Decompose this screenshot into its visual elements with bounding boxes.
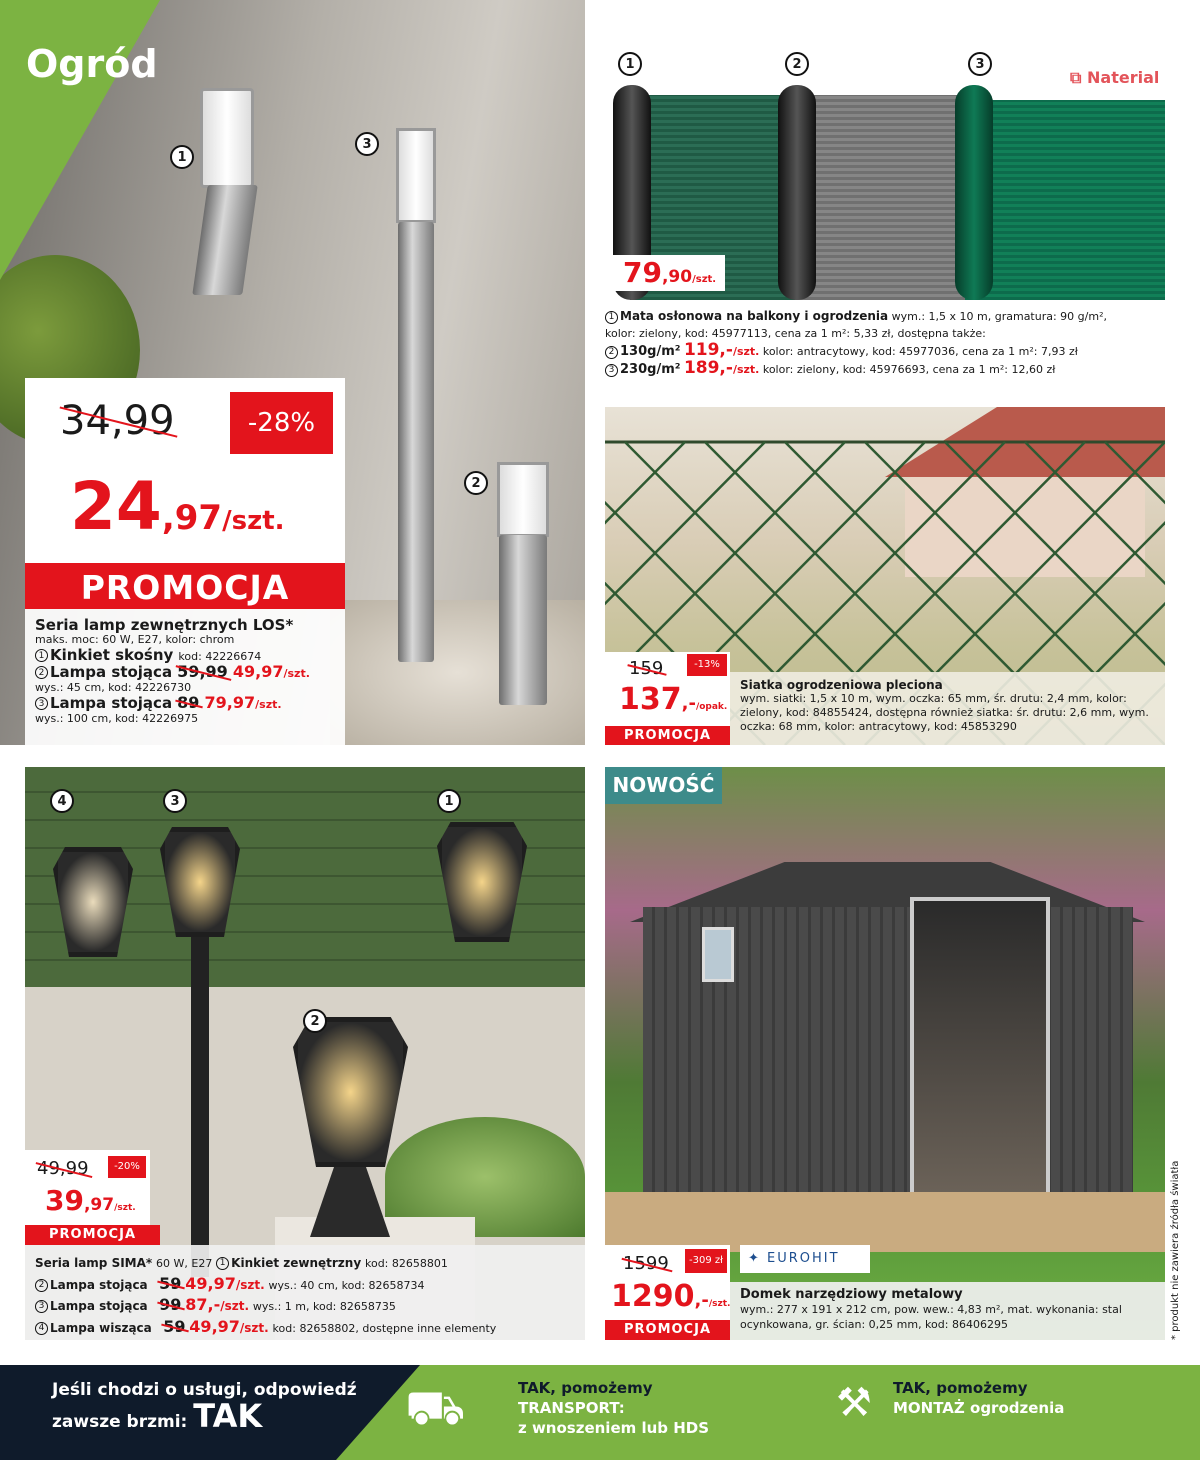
los-lamps-panel xyxy=(0,0,585,745)
promo-label: PROMOCJA xyxy=(605,726,730,745)
mata-grey xyxy=(795,95,970,300)
mata-green-2 xyxy=(965,100,1165,300)
marker-3: 3 xyxy=(355,132,379,156)
discount-badge: -20% xyxy=(108,1156,146,1178)
promo-label: PROMOCJA xyxy=(605,1320,730,1340)
item-3: 3 Lampa stojąca 99 87,-/szt. wys.: 1 m, kod: 82658735 xyxy=(35,1295,575,1317)
naterial-logo: ⧉ Naterial xyxy=(1070,68,1160,87)
item-4: 4 Lampa wisząca 59 49,97/szt. kod: 82658802, dostępne inne elementy xyxy=(35,1317,575,1339)
marker-3: 3 xyxy=(968,52,992,76)
promo-label: PROMOCJA xyxy=(25,563,345,609)
services-footer: Jeśli chodzi o usługi, odpowiedź zawsze brzmi: TAK ⛟ TAK, pomożemy TRANSPORT: z wnoszeniem lub HDS ⚒ TAK, pomożemy MONTAŻ ogrodzenia xyxy=(0,1365,1200,1460)
old-price: 159 xyxy=(629,658,664,679)
siatka-panel xyxy=(605,407,1165,745)
sima-price-box: 49,99 -20% 39,97/szt. xyxy=(25,1150,150,1225)
old-price: 49,99 xyxy=(37,1158,89,1179)
hammer-hand-icon: ⚒ xyxy=(836,1380,872,1426)
price-cents: ,97 xyxy=(161,498,223,538)
old-price: 1599 xyxy=(623,1253,669,1274)
roll-2 xyxy=(778,85,816,300)
domek-panel xyxy=(605,767,1165,1340)
deck xyxy=(605,1192,1165,1252)
sima-description: Seria lamp SIMA* 60 W, E27 1 Kinkiet zewnętrzny kod: 82658801 2 Lampa stojąca 59 49,97/szt. wys.: 40 cm, kod: 82658734 3 Lampa stojąca 99 87,-/szt. wys.: 1 m, kod: 82658735 4 Lampa wisząca 59 49,97/szt. kod: 82658802, dostępne inne elementy xyxy=(25,1245,585,1340)
discount-badge: -309 zł xyxy=(685,1249,727,1273)
promo-label: PROMOCJA xyxy=(25,1225,160,1245)
discount-badge: -28% xyxy=(230,392,333,454)
price xyxy=(70,468,285,545)
marker-1: 1 xyxy=(170,145,194,169)
short-lantern-base xyxy=(310,1167,390,1237)
tall-lamp-body xyxy=(398,222,434,662)
marker-2: 2 xyxy=(785,52,809,76)
truck-icon: ⛟ xyxy=(405,1380,466,1436)
wall-lamp-head xyxy=(200,88,254,188)
section-title: Ogród xyxy=(26,42,158,86)
siatka-description: Siatka ogrodzeniowa pleciona wym. siatki: 1,5 x 10 m, wym. oczka: 65 mm, śr. drutu: 2,4 mm, kolor: zielony, kod: 84855424, dostępna również siatka: śr. drutu: 2,6 mm, wym. oczka: 68 mm, kolor: antracytowy, kod: 45853290 xyxy=(730,672,1165,745)
roll-3 xyxy=(955,85,993,300)
item-2-extra: wys.: 45 cm, kod: 42226730 xyxy=(35,681,192,694)
marker-2: 2 xyxy=(303,1009,327,1033)
marker-1: 1 xyxy=(618,52,642,76)
product-spec: maks. moc: 60 W, E27, kolor: chrom xyxy=(35,633,235,646)
mata-panel xyxy=(605,0,1165,300)
item-2: 2 Lampa stojąca 59 49,97/szt. wys.: 40 cm, kod: 82658734 xyxy=(35,1274,575,1296)
mata-description: 1 Mata osłonowa na balkony i ogrodzenia wym.: 1,5 x 10 m, gramatura: 90 g/m², kolor: zielony, kod: 45977113, cena za 1 m²: 5,33 zł, dostępna także: 2 130g/m² 119,-/szt. kolor: antracytowy, kod: 45977036, cena za 1 m²: 7,93 zł 3 230g/m² 189,-/szt. kolor: zielony, kod: 45976693, cena za 1 m²: 12,60 zł xyxy=(605,308,1165,378)
domek-description: Domek narzędziowy metalowy wym.: 277 x 191 x 212 cm, pow. wew.: 4,83 m², mat. wykonania: stal ocynkowana, gr. ścian: 0,25 mm, kod: 86406295 xyxy=(730,1282,1165,1340)
item-2: 2 Lampa stojąca 59,99 49,97/szt. xyxy=(35,664,335,681)
item-3-extra: wys.: 100 cm, kod: 42226975 xyxy=(35,712,199,725)
light-source-note: * produkt nie zawiera źródła światła xyxy=(1170,1160,1181,1340)
short-lantern xyxy=(293,1017,408,1167)
eurohit-logo: ✦ EUROHIT xyxy=(740,1245,870,1273)
marker-2: 2 xyxy=(464,471,488,495)
variant-3: 3 230g/m² 189,-/szt. kolor: zielony, kod: 45976693, cena za 1 m²: 12,60 zł xyxy=(605,360,1165,378)
domek-price-box: 1599 -309 zł 1290,-/szt. xyxy=(605,1245,730,1320)
siatka-price-box: 159 -13% 137,-/opak. xyxy=(605,652,730,726)
variant-2: 2 130g/m² 119,-/szt. kolor: antracytowy, kod: 45977036, cena za 1 m²: 7,93 zł xyxy=(605,342,1165,360)
short-lamp-head xyxy=(497,462,549,537)
marker-3: 3 xyxy=(163,789,187,813)
los-description xyxy=(25,609,345,745)
product-title: Seria lamp zewnętrznych LOS* xyxy=(35,616,294,634)
tall-lamp-head xyxy=(396,128,436,223)
old-price: 34,99 xyxy=(60,398,175,444)
post xyxy=(191,937,209,1277)
price-unit: /szt. xyxy=(222,506,285,536)
item-1: 1 Kinkiet skośny kod: 42226674 xyxy=(35,647,335,664)
mata-price: 79,90/szt. xyxy=(605,255,725,291)
sima-panel xyxy=(25,767,585,1340)
wall-lamp-body xyxy=(192,185,257,295)
item-3: 3 Lampa stojąca 89 79,97/szt. xyxy=(35,695,335,712)
shed-window xyxy=(702,927,734,982)
new-badge: NOWOŚĆ xyxy=(605,767,722,804)
marker-1: 1 xyxy=(437,789,461,813)
discount-badge: -13% xyxy=(687,654,727,676)
marker-4: 4 xyxy=(50,789,74,813)
los-price-box xyxy=(25,378,345,563)
shed-door-opening xyxy=(910,897,1050,1197)
short-lamp-body xyxy=(499,535,547,705)
price-main: 24 xyxy=(70,468,162,545)
